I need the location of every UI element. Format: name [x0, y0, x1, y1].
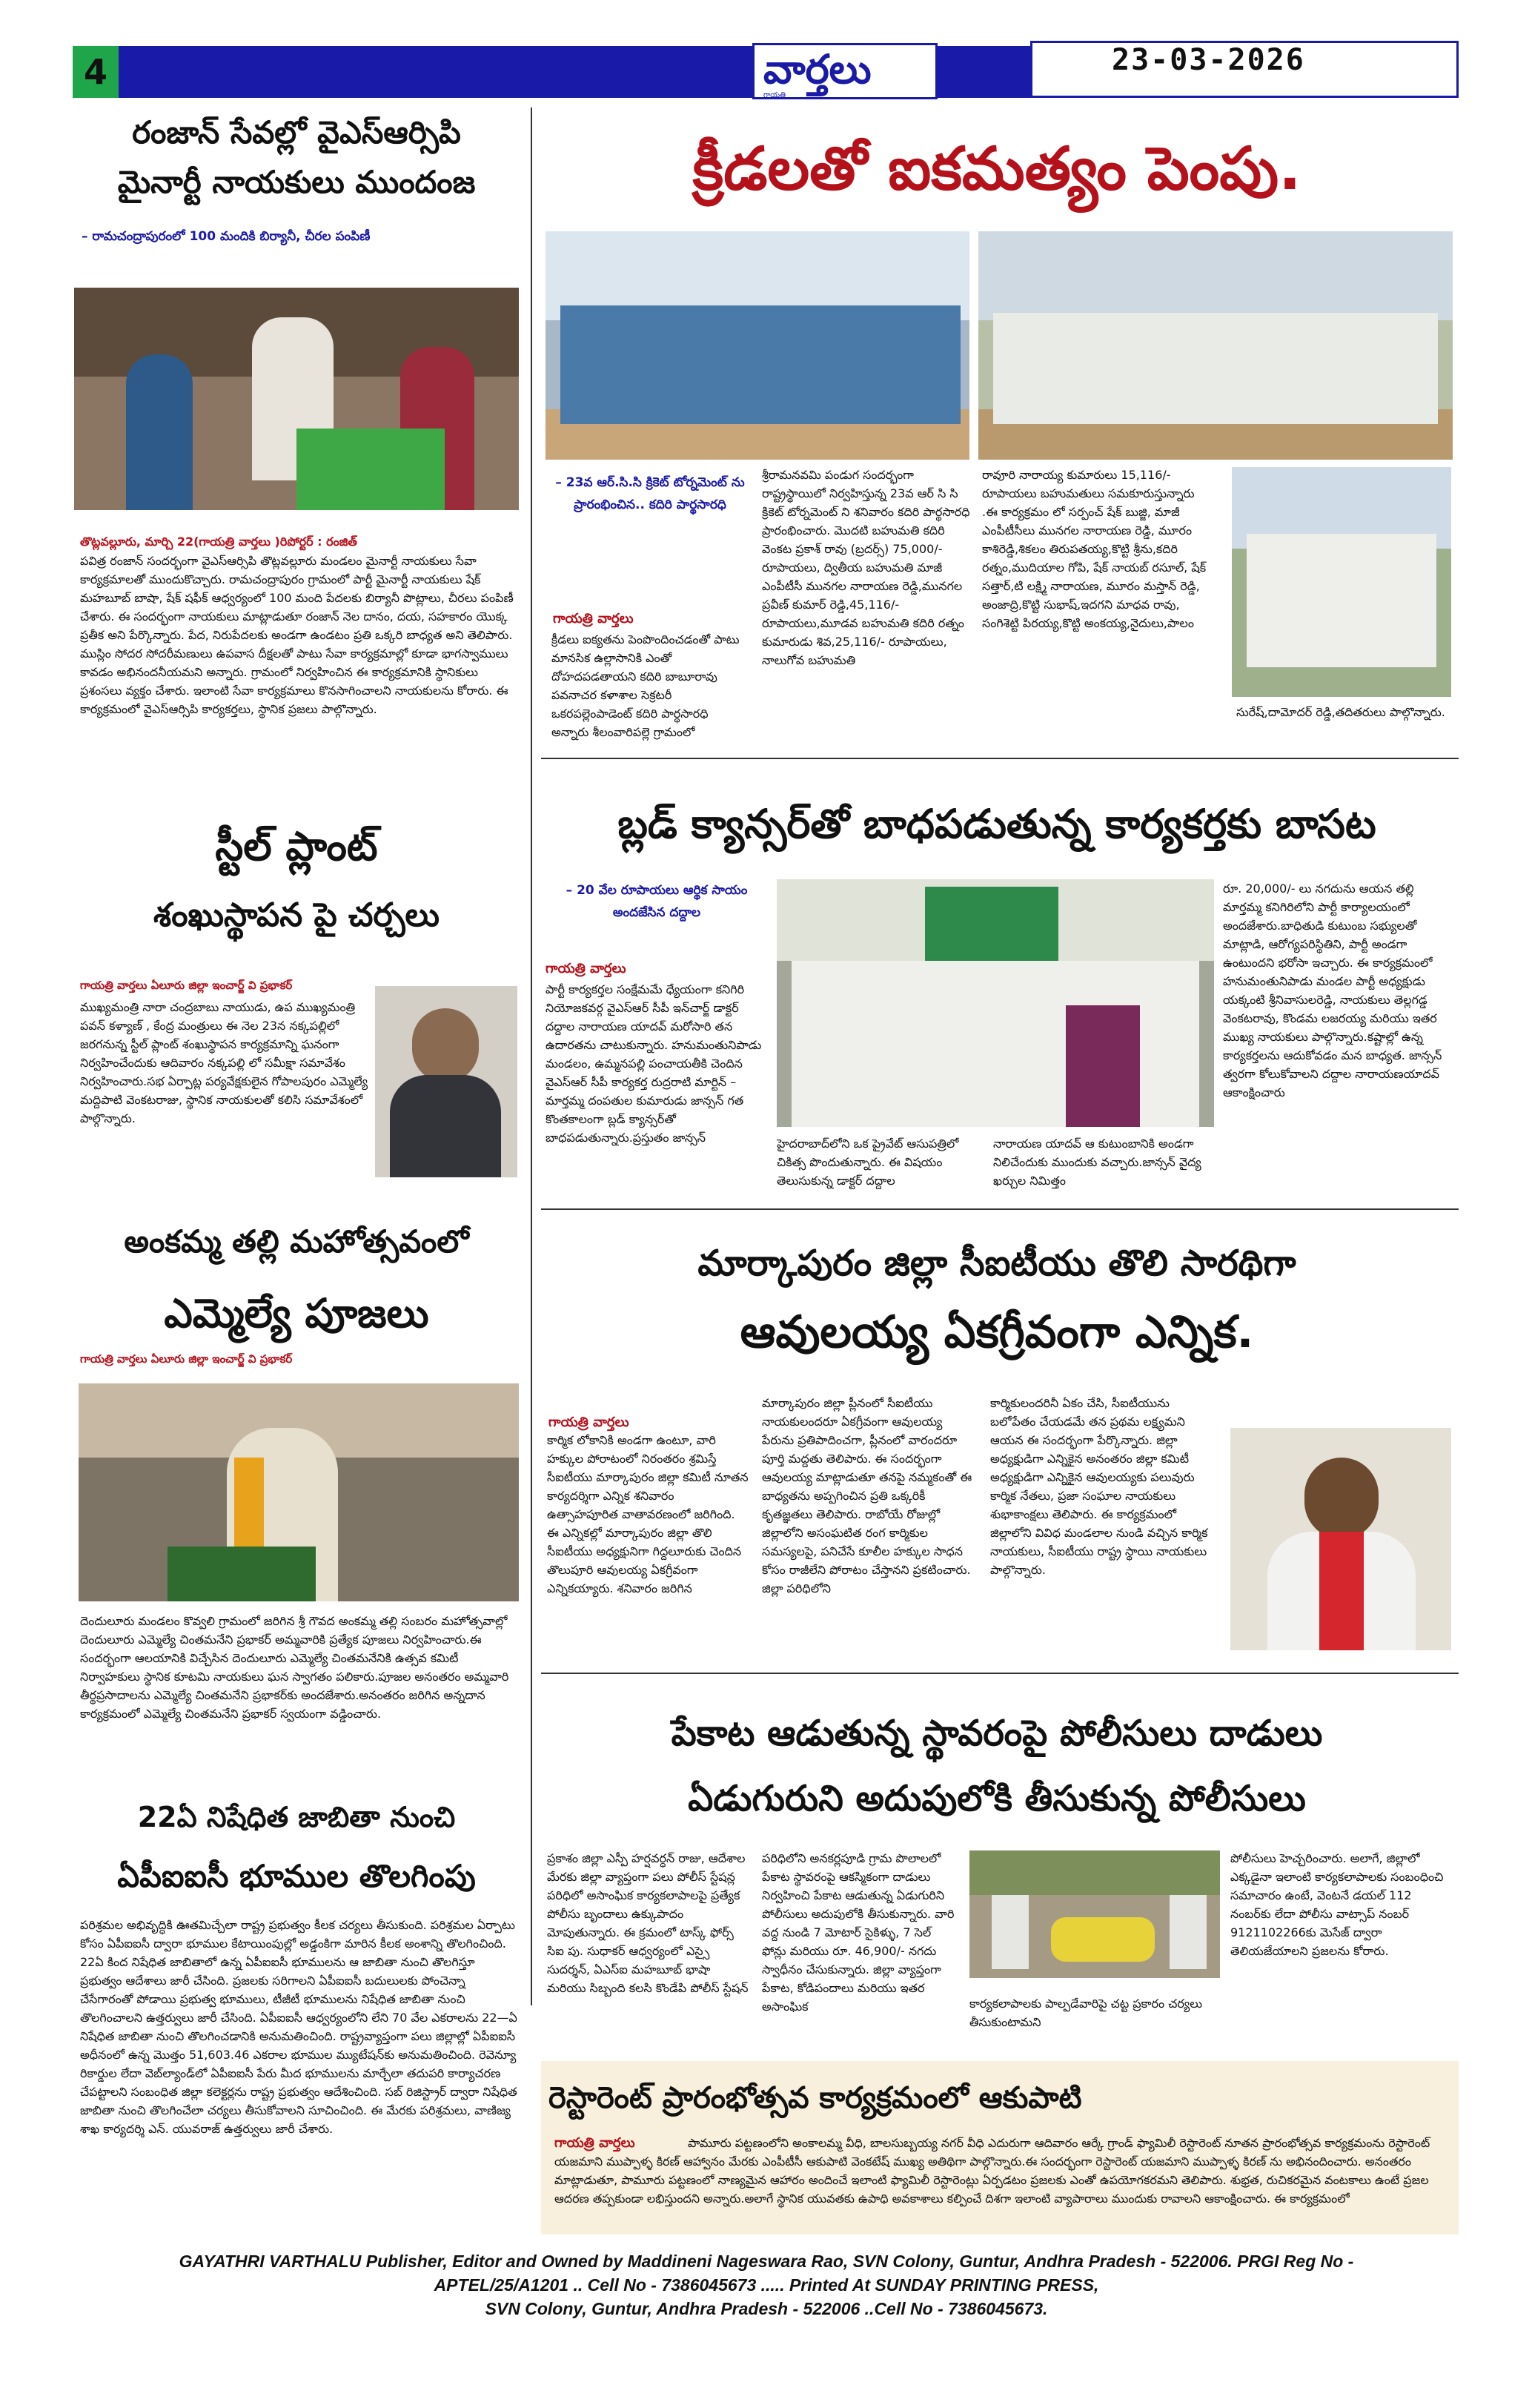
a9-title: రెస్టారెంట్ ప్రారంభోత్సవ కార్యక్రమంలో ఆకుపాటి	[548, 2081, 1082, 2115]
a2-photo-small	[1232, 467, 1451, 697]
a1-subhead: – రామచంద్రాపురంలో 100 మందికి బిర్యానీ, చీరల పంపిణీ	[82, 229, 371, 244]
a8-col2: పరిధిలోని అనకర్లపూడి గ్రామ పొలాలలో పేకాట స్థావరంపై ఆకస్మికంగా దాడులు నిర్వహించి పేకాట ఆడుతున్న ఏడుగురిని పోలీసులు అదుపులోకి తీసుకున్నారు. వారి వద్ద నుండి 7 మోటార్ సైకిళ్ళు, 7 సెల్ ఫోన్లు మరియు రూ. 46,900/- నగదు స్వాధీనం చేసుకున్నారు. జిల్లా వ్యాప్తంగా పేకాట, కోడిపందాలు మరియు ఇతర అసాంఘిక	[762, 1851, 955, 2014]
issue-date: 23-03-2026	[1112, 43, 1305, 77]
a2-col3: రావూరి నారాయ్య కుమారులు 15,116/-రూపాయలు బహుమతులు సమకూరుస్తున్నారు .ఈ కార్యక్రమం లో సర్పంచ్ షేక్ బుజ్జి, మాజీ ఎంపీటీసీలు మునగల నారాయణ రెడ్డి, మూరం కాశిరెడ్డి,శికలం తిరుపతయ్య,కొట్టి శ్రీను,కదిరి రత్నం,ముదియాల గోపి, షేక్ నాయబ్ రసూల్, షేక్ సత్తార్,టి లక్ష్మి నారాయణ, మూరం మస్తాన్ రెడ్డి, అంజాద్రి,కొట్టి సుభాష్,ఇదగని మాధవ రావు, సంగిశెట్టి పిరయ్య,కొట్టి అంకయ్య,నైదులు,పాలం	[982, 468, 1207, 630]
a4-byline: గాయత్రి వార్తలు	[546, 961, 626, 976]
column-rule	[531, 108, 532, 2005]
a6-byline: గాయత్రి వార్తలు	[548, 1415, 629, 1430]
page-number: 4	[73, 46, 119, 98]
a4-col3: నారాయణ యాదవ్ ఆ కుటుంబానికి అండగా నిలిచేందుకు ముందుకు వచ్చారు.జాన్సన్ వైద్య ఖర్చుల నిమిత్తం	[993, 1137, 1201, 1188]
a9-body: పామూరు పట్టణంలోని అంకాలమ్మ వీధి, బాలసుబ్బయ్య నగర్ వీధి ఎదురుగా ఆదివారం ఆర్కే గ్రాండ్ ఫ్యామిలీ రెస్టారెంట్ నూతన ప్రారంభోత్సవ కార్యక్రమంను రెస్టారెంట్ యజమాని ముప్పాళ్ళ కిరణ్ ఆహ్వానం మేరకు ఎంపీటీసీ ఆకుపాటి వెంకటేష్ ముఖ్య అతిథిగా పాల్గొన్నారు.ఈ సందర్భంగా రెస్టారెంట్ యజమాని ముప్పాళ్ళ కిరణ్ ను అభినందించారు. అనంతరం మాట్లాడుతూ, పామూరు పట్టణంలో నాణ్యమైన ఆహారం అందించే ఇలాంటి ఫ్యామిలీ రెస్టారెంట్లు ఏర్పడటం ప్రజలకు ఎంతో ఉపయోగకరమని తెలిపారు. శుభ్రత, రుచికరమైన వంటకాలు ఉంటే ప్రజల ఆదరణ తప్పకుండా లభిస్తుందని అన్నారు.అలాగే స్థానిక యువతకు ఉపాధి అవకాశాలు కల్పించే దిశగా ఇలాంటి వ్యాపారాలు ముందుకు రావాలని ఆకాంక్షించారు. ఈ కార్యక్రమంలో	[554, 2136, 1430, 2206]
a2-photo-caption: సురేష్,దామోదర్ రెడ్డి,తదితరులు పాల్గొన్నారు.	[1236, 705, 1445, 719]
footer-line-3: SVN Colony, Guntur, Andhra Pradesh - 522006 ..Cell No - 7386045673.	[485, 2299, 1048, 2318]
a9-byline: గాయత్రి వార్తలు	[554, 2135, 635, 2151]
a8-title-line1: పేకాట ఆడుతున్న స్థావరంపై పోలీసులు దాడులు	[671, 1713, 1323, 1754]
a6-col3: కార్మికులందరినీ ఏకం చేసి, సీఐటీయును బలోపేతం చేయడమే తన ప్రథమ లక్ష్యమని ఆయన ఈ సందర్భంగా పేర్కొన్నారు. జిల్లా అధ్యక్షుడిగా ఎన్నికైన అనంతరం జిల్లా కమిటీ అధ్యక్షుడిగా ఎన్నికైన ఆవులయ్యకు పలువురు కార్మిక నేతలు, ప్రజా సంఘాల నాయకులు శుభాకాంక్షలు తెలిపారు. ఈ కార్యక్రమంలో జిల్లాలోని వివిధ మండలాల నుండి వచ్చిన కార్మిక నాయకులు, సీఐటీయు రాష్ట్ర స్థాయి నాయకులు పాల్గొన్నారు.	[990, 1396, 1208, 1577]
section-rule-1	[541, 758, 1459, 759]
a7-title-line1: 22ఏ నిషేధిత జాబితా నుంచి	[137, 1801, 456, 1833]
a5-title-line1: అంకమ్మ తల్లి మహోత్సవంలో	[124, 1223, 469, 1260]
a6-col2: మార్కాపురం జిల్లా ప్లీనంలో సీఐటీయు నాయకులందరూ ఏకగ్రీవంగా ఆవులయ్య పేరును ప్రతిపాదించగా, ప్లీనంలో వారందరూ పూర్తి మద్దతు తెలిపారు. ఈ సందర్భంగా ఆవులయ్య మాట్లాడుతూ తనపై నమ్మకంతో ఈ బాధ్యతను అప్పగించిన ప్రతి ఒక్కరికీ కృతజ్ఞతలు తెలిపారు. రాబోయే రోజుల్లో జిల్లాలోని అసంఘటిత రంగ కార్మికుల సమస్యలపై, పనిచేసే కూలీల హక్కుల సాధన కోసం రాజీలేని పోరాటం చేస్తానని ప్రకటించారు. జిల్లా పరిధిలోని	[762, 1396, 972, 1595]
a8-col4: పోలీసులు హెచ్చరించారు. అలాగే, జిల్లాలో ఎక్కడైనా ఇలాంటి కార్యకలాపాలకు సంబంధించి సమాచారం ఉంటే, వెంటనే డయల్ 112 నంబర్‌కు లేదా పోలీసు వాట్సాప్ నంబర్ 9121102266కు మెసేజ్ ద్వారా తెలియజేయాలని ప్రజలను కోరారు.	[1230, 1851, 1444, 1958]
a1-byline: తొట్లవల్లూరు, మార్చి 22(గాయత్రి వార్తలు )రిపోర్టర్ : రంజిత్	[80, 535, 357, 549]
a4-photo-caption: హైదరాబాద్‌లోని ఒక ప్రైవేట్ ఆసుపత్రిలో చికిత్స పొందుతున్నారు. ఈ విషయం తెలుసుకున్న డాక్టర్ దద్దాల	[777, 1137, 959, 1188]
a1-body: పవిత్ర రంజాన్ సందర్భంగా వైఎస్ఆర్సిపి తొట్లవల్లూరు మండలం మైనార్టీ నాయకులు సేవా కార్యక్రమాలతో ముందుకొచ్చారు. రామచంద్రాపురం గ్రామంలో పార్టీ మైనార్టీ నాయకులు షేక్ మహబూబ్ బాషా, షేక్ షఫీక్ ఆధ్వర్యంలో 100 మంది పేదలకు బిర్యానీ పొట్లాలు, చీరలు పంపిణీ చేశారు. ఈ సందర్భంగా నాయకులు మాట్లాడుతూ రంజాన్ నెల దానం, దయ, సహకారం యొక్క ప్రతీక అని పేర్కొన్నారు. పేద, నిరుపేదలకు అండగా ఉండటం ప్రతి ఒక్కరి బాధ్యత అని తెలిపారు. ముస్లిం సోదర సోదరీమణులు ఉపవాస దీక్షలతో పాటు సేవా కార్యక్రమాల్లో కూడా భాగస్వాములు కావడం అభినందనీయమని అన్నారు. గ్రామంలో నిర్వహించిన ఈ కార్యక్రమానికి స్థానికులు ప్రశంసలు వ్యక్తం చేశారు. ఇలాంటి సేవా కార్యక్రమాలు కొనసాగించాలని నాయకులను కోరారు. ఈ కార్యక్రమంలో వైఎస్ఆర్సిపి కార్యకర్తలు, స్థానిక ప్రజలు పాల్గొన్నారు.	[80, 554, 514, 716]
a4-title: బ్లడ్ క్యాన్సర్‌తో బాధపడుతున్న కార్యకర్తకు బాసట	[617, 801, 1376, 847]
a3-title-line2: శంఖుస్థాపన పై చర్చలు	[153, 896, 440, 934]
a2-col1: క్రీడలు ఐక్యతను పెంపొందించడంతో పాటు మానసిక ఉల్లాసానికి ఎంతో దోహదపడతాయని కదిరి బాబూరావు పవనాచర కళాశాల సెక్రటరీ ఒకరపల్లెంపాడెంట్ కదిరి పార్థసారధి అన్నారు శీలంవారిపల్లె గ్రామంలో	[551, 632, 740, 739]
a7-title-line2: ఏపీఐఐసీ భూముల తొలగింపు	[117, 1858, 476, 1894]
a8-title-line2: ఏడుగురుని అదుపులోకి తీసుకున్న పోలీసులు	[688, 1778, 1306, 1819]
a8-photo-caption: కార్యకలాపాలకు పాల్పడేవారిపై చట్ట ప్రకారం చర్యలు తీసుకుంటామని	[969, 1997, 1203, 2029]
a3-title-line1: స్టీల్ ప్లాంట్	[215, 823, 378, 870]
footer-line-1: GAYATHRI VARTHALU Publisher, Editor and Owned by Maddineni Nageswara Rao, SVN Colony, Guntur, Andhra Pradesh - 522006. PRGI Reg No -	[179, 2252, 1354, 2271]
logo-text: వార్తలు	[763, 46, 872, 93]
a1-photo	[74, 288, 519, 510]
logo-subtext: గాయత్రి	[763, 91, 786, 99]
a2-photo-left	[546, 231, 969, 460]
a2-col2: శ్రీరామనవమి పండుగ సందర్భంగా రాష్ట్రస్థాయిలో నిర్వహిస్తున్న 23వ ఆర్ సి సి క్రికెట్ టోర్నమెంట్ ని శనివారం కదిరి పార్థసారధి ప్రారంభించారు. మొదటి బహుమతి కదిరి వెంకట ప్రకాశ్ రావు (బ్రదర్స్) 75,000/-రూపాయలు, ద్వితీయ బహుమతి మాజీ ఎంపీటీసీ మునగల నారాయణ రెడ్డి,మునగల ప్రవీణ్ కుమార్ రెడ్డి,45,116/- రూపాయలు,మూడవ బహుమతి కదిరి రత్నం కుమారుడు శివ,25,116/- రూపాయలు, నాలుగోవ బహుమతి	[762, 468, 970, 667]
a2-byline: గాయత్రి వార్తలు	[553, 611, 634, 626]
a7-body: పరిశ్రమల అభివృద్ధికి ఊతమిచ్చేలా రాష్ట్ర ప్రభుత్వం కీలక చర్యలు తీసుకుంది. పరిశ్రమల ఏర్పాటు కోసం ఏపీఐఐసీ ద్వారా భూముల కేటాయింపుల్లో అడ్డంకిగా మారిన కీలక అంశాన్ని తొలగించింది. 22ఏ కింద నిషేధిత జాబితాలో ఉన్న ఏపీఐఐసీ భూములను ఆ జాబితా నుంచి తొలగిస్తూ ప్రభుత్వం ఆదేశాలు జారీ చేసింది. ప్రజలకు సరిగాలని ఏపీఐఐసీ బదులులకు పోంచెన్నా చేసేగారంతో పోడాయి ప్రభుత్వ భూములు, టీజీటీ భూములను నిషేధిత జాబితా నుంచి తొలగించాలని ఉత్తర్వులు జారీ చేసింది. ఏపీఐఐసీ ఆధ్వర్యంలోని లేని 70 వేల ఎకరాలను 22—ఏ నిషేధిత జాబితా నుంచి తొలగించడానికి అనుమతించింది. రాష్ట్రవ్యాప్తంగా పలు జిల్లాల్లో ఏపీఐఐసీ అధీనంలో ఉన్న మొత్తం 51,603.46 ఎకరాల భూముల మ్యుటేషన్‌కు అనుమతించింది. రెవెన్యూ రికార్డుల లేదా వెబ్‌ల్యాండ్‌లో ఏపీఐఐసీ పేరు మీద భూములను మార్చేలా తదుపరి కార్యాచరణ చేపట్టాలని సంబంధిత జిల్లా కలెక్టర్లను రాష్ట్ర ప్రభుత్వం ఆదేశించింది. సబ్ రిజిస్ట్రార్ ద్వారా నిషేధిత జాబితా నుంచి తొలగించేలా చర్యలు తీసుకోవాలని సూచించింది. ఈ మేరకు పరిశ్రమలు, వాణిజ్య శాఖ కార్యదర్శి ఎన్. యువరాజ్ ఉత్తర్వులు జారీ చేశారు.	[80, 1918, 517, 2136]
section-rule-2	[541, 1208, 1459, 1210]
a4-col4: రూ. 20,000/- లు నగదును ఆయన తల్లి మార్తమ్మ కనిగిరిలోని పార్టీ కార్యాలయంలో అందజేశారు.బాధితుడి కుటుంబ సభ్యులతో మాట్లాడి, ఆరోగ్యపరిస్థితిని, పార్టీ అండగా ఉంటుందని భరోసా ఇచ్చారు. ఈ కార్యక్రమంలో హనుమంతునిపాడు మండల పార్టీ అధ్యక్షుడు యక్కంటి శ్రీనివాసులరెడ్డి, నాయకులు తెల్లగడ్డ వెంకటరావు, కొండమ లజరయ్య మరియు ఇతర ముఖ్య నాయకులు పాల్గొన్నారు.కష్టాల్లో ఉన్న కార్యకర్తలను ఆదుకోవడం మన బాధ్యత. జాన్సన్ త్వరగా కోలుకోవాలని దద్దాల నారాయణయాదవ్ ఆకాంక్షించారు	[1223, 882, 1442, 1099]
a3-body: ముఖ్యమంత్రి నారా చంద్రబాబు నాయుడు, ఉప ముఖ్యమంత్రి పవన్ కళ్యాణ్ , కేంద్ర మంత్రులు ఈ నెల 23న నక్కపల్లిలో జరగనున్న స్టీల్ ప్లాంట్ శంఖుస్థాపన కార్యక్రమాన్ని ఘనంగా నిర్వహించేందుకు ఆదివారం నక్కపల్లి లో సమీక్షా సమావేశం నిర్వహించారు.సభ ఏర్పాట్ల పర్యవేక్షకులైన గోపాలపురం ఎమ్మెల్యే మద్దిపాటి వెంకటరాజు, స్థానిక నాయకులతో కలిసి సమావేశంలో పాల్గొన్నారు.	[80, 1000, 368, 1125]
a4-col1: పార్టీ కార్యకర్తల సంక్షేమమే ధ్యేయంగా కనిగిరి నియోజకవర్గ వైఎస్ఆర్ సీపీ ఇన్‌చార్జ్ డాక్టర్ దద్దాల నారాయణ యాదవ్ మరోసారి తన ఉదారతను చాటుకున్నారు. హనుమంతునిపాడు మండలం, ఉమ్మనపల్లి పంచాయతీకి చెందిన వైఎస్ఆర్ సీపీ కార్యకర్త రుద్రరాటి మార్టిన్ – మార్తమ్మ దంపతుల కుమారుడు జాన్సన్ గత కొంతకాలంగా బ్లడ్ క్యాన్సర్‌తో బాధపడుతున్నారు.ప్రస్తుతం జాన్సన్	[546, 982, 762, 1145]
a2-photo-right	[978, 231, 1453, 460]
a1-title-line2: మైనార్టీ నాయకులు ముందంజ	[117, 164, 476, 200]
a8-col1: ప్రకాశం జిల్లా ఎస్పీ హర్షవర్ధన్ రాజు, ఆదేశాల మేరకు జిల్లా వ్యాప్తంగా పలు పోలీస్ స్టేషన్ల పరిధిలో అసాంఘిక కార్యకలాపాలపై ప్రత్యేక పోలీసు బృందాలు ఉక్కుపాదం మోపుతున్నారు. ఈ క్రమంలో టాస్క్ ఫోర్స్ సిఐ పు. సుధాకర్ ఆధ్వర్యంలో ఎస్సై సుదర్శన్, ఏఎస్ఐ మహబూబ్ భాషా మరియు సిబ్బంది కలసి కొండేపి పోలీస్ స్టేషన్	[547, 1851, 749, 1995]
a8-photo	[969, 1850, 1220, 1978]
section-rule-3	[541, 1673, 1459, 1674]
a2-title: క్రీడలతో ఐకమత్యం పెంపు.	[692, 134, 1301, 203]
a1-title-line1: రంజాన్ సేవల్లో వైఎస్ఆర్సిపి	[132, 114, 461, 150]
a4-photo	[777, 879, 1214, 1127]
a6-title-line1: మార్కాపురం జిల్లా సీఐటీయు తొలి సారథిగా	[697, 1243, 1296, 1284]
a2-subhead: – 23వ ఆర్.సి.సి క్రికెట్ టోర్నమెంట్ ను ప్రారంభించిన.. కదిరి పార్థసారధి	[555, 475, 745, 512]
a3-byline: గాయత్రి వార్తలు ఏలూరు జిల్లా ఇంచార్జ్ వి ప్రభాకర్	[80, 979, 293, 992]
a6-photo	[1230, 1428, 1451, 1650]
a5-title-line2: ఎమ్మెల్యే పూజలు	[164, 1290, 429, 1337]
a4-subhead: – 20 వేల రూపాయలు ఆర్థిక సాయం అందజేసిన దద్దాల	[566, 883, 748, 920]
a3-photo	[375, 986, 517, 1177]
a5-byline: గాయత్రి వార్తలు ఏలూరు జిల్లా ఇంచార్జ్ వి ప్రభాకర్	[80, 1352, 293, 1366]
a6-title-line2: ఆవులయ్య ఏకగ్రీవంగా ఎన్నిక.	[740, 1306, 1254, 1358]
a5-photo	[79, 1383, 519, 1601]
a6-col1: కార్మిక లోకానికి అండగా ఉంటూ, వారి హక్కుల పోరాటంలో నిరంతరం శ్రమిస్తే సీఐటీయు మార్కాపురం జిల్లా కమిటీ నూతన కార్యదర్శిగా ఎన్నిక శనివారం ఉత్సాహపూరిత వాతావరణంలో జరిగింది. ఈ ఎన్నికల్లో మార్కాపురం జిల్లా తొలి సీఐటీయు అధ్యక్షునిగా గిద్దలూరుకు చెందిన తొలుపూరి ఆవులయ్య ఏకగ్రీవంగా ఎన్నికయ్యారు. శనివారం జరిగిన	[547, 1433, 749, 1595]
a5-body: దెందులూరు మండలం కొవ్వలి గ్రామంలో జరిగిన శ్రీ గౌవద అంకమ్మ తల్లి సంబరం మహోత్సవాల్లో దెందులూరు ఎమ్మెల్యే చింతమనేని ప్రభాకర్ అమ్మవారికి ప్రత్యేక పూజలు నిర్వహించారు.ఈ సందర్భంగా ఆలయానికి విచ్చేసిన దెందులూరు ఎమ్మెల్యే చింతమనేనికి ఉత్సవ కమిటీ నిర్వాహకులు స్థానిక కూటమి నాయకులు ఘన స్వాగతం పలికారు.పూజల అనంతరం అమ్మవారి తీర్థప్రసాదాలను ఎమ్మెల్యే చింతమనేని ప్రభాకర్‌కు అందజేశారు.అనంతరం జరిగిన అన్నదాన కార్యక్రమంలో ఎమ్మెల్యే చింతమనేని ప్రభాకర్ స్వయంగా వడ్డించారు.	[80, 1614, 509, 1721]
footer-line-2: APTEL/25/A1201 .. Cell No - 7386045673 ..... Printed At SUNDAY PRINTING PRESS,	[434, 2275, 1099, 2295]
